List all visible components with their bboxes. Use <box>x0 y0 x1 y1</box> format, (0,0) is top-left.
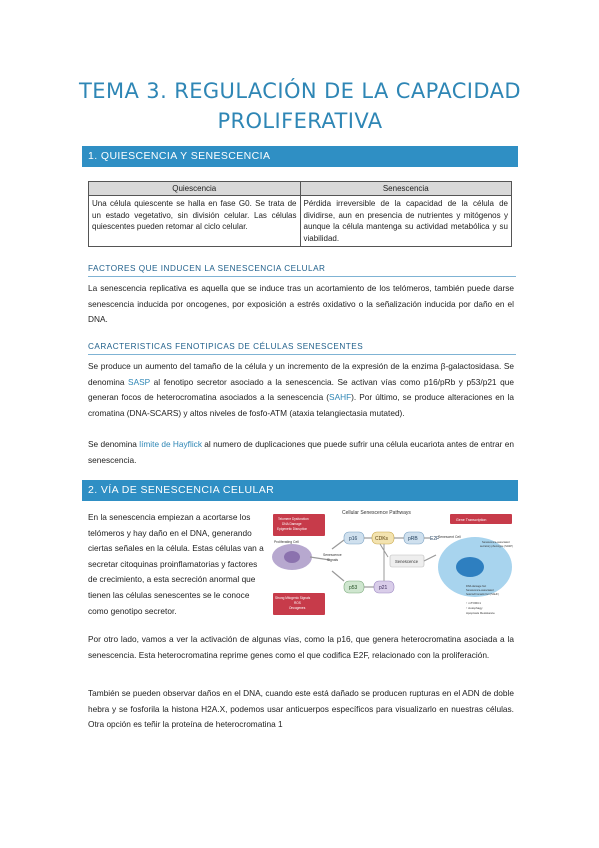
paragraph-hayflick <box>88 437 514 468</box>
gene-transcription-label: Gene Transcription <box>456 518 487 522</box>
text-run: ). Por último, se produce alteraciones en la cromatina (DNA-SCARS) y altos niveles de fosfo-ATM (ataxia telangiectasia mutated). <box>88 392 514 418</box>
comparison-table <box>88 181 512 247</box>
table-header-cell: Quiescencia <box>89 182 301 196</box>
paragraph-senescencia-intro: En la senescencia empiezan a acortarse los telómeros y hay daño en el DNA, generando ciertas señales en la célula. Estas células van a secretar citoquinas proinflamatorias y factores de crecimiento, a esta secreción anormal que tienen las células senescentes se le conoce como genotipo secretor. <box>88 512 264 616</box>
figure-title: Cellular Senescence Pathways <box>342 510 411 516</box>
section-heading-quiescencia: 1. QUIESCENCIA Y SENESCENCIA <box>82 146 518 167</box>
outcomes-label: ↑ mTORC1 ↑ Autophagy Apoptosis Resistance <box>466 601 495 615</box>
stress-box-top-label: Telomere Dysfunction DNA Damage Epigenetic Disruption <box>277 517 309 531</box>
senescence-pathway-figure <box>270 505 516 625</box>
text-run: al numero de duplicaciones que puede sufrir una célula eucariota antes de entrar en senescencia. <box>88 439 514 465</box>
table-header-row <box>89 182 512 196</box>
term-sasp: SASP <box>128 376 151 387</box>
sasp-label: Senescence-associated secretory phenotype (SASP) <box>480 541 513 548</box>
paragraph-caracteristicas <box>88 359 514 421</box>
stress-box-bottom-label: Strong Mitogenic Signals ROS Oncogenes <box>275 596 311 610</box>
term-hayflick: límite de Hayflick <box>139 439 202 449</box>
node-p53-label: p53 <box>349 585 358 591</box>
term-sahf: SAHF <box>329 392 352 402</box>
section-heading-via: 2. VÍA DE SENESCENCIA CELULAR <box>82 480 518 501</box>
table-cell: Una célula quiescente se halla en fase G0. Se trata de un estado vegetativo, sin división celular. Las células quiescentes pueden retomar al ciclo celular. <box>89 196 301 247</box>
page-title: TEMA 3. REGULACIÓN DE LA CAPACIDAD PROLIFERATIVA <box>79 79 521 133</box>
text-run: Se denomina <box>88 439 140 449</box>
text-run: Se produce un aumento del tamaño de la célula y un incremento de la expresión de la enzima β-galactosidasa. Se denomina <box>88 361 514 387</box>
proliferating-cell-label: Proliferating Cell <box>274 540 299 544</box>
senescence-signals-label: Senescence Signals <box>323 553 342 562</box>
node-prb-label: pRB <box>408 536 418 542</box>
node-cdks-label: CDKs <box>375 536 389 542</box>
node-senescence-label: Senescence <box>395 559 419 564</box>
paragraph-factores: La senescencia replicativa es aquella que se induce tras un acortamiento de los telómeros, también puede darse senescencia inducida por oncogenes, por exposición a estrés oxidativo o la señalización inducida por daño en el DNA. <box>88 283 514 324</box>
sahf-label: DNA damage foci Senescence-associated heterochromatin foci (SAHF) <box>466 585 499 596</box>
table-header-cell: Senescencia <box>300 182 512 196</box>
table-row <box>89 196 512 247</box>
cell-nucleus <box>284 551 300 563</box>
paragraph-dna-damage: También se pueden observar daños en el DNA, cuando este está dañado se producen rupturas en el ADN de doble hebra y se fosforila la histona H2A.X, podemos usar anticuerpos específicos para visualizarlo en nuestras células. Otra opción es teñir la proteína de heterocromatina 1 <box>88 688 514 729</box>
node-p16-label: p16 <box>349 536 358 542</box>
subheading-caracteristicas: CARACTERISTICAS FENOTIPICAS DE CÉLULAS SENESCENTES <box>88 342 516 355</box>
text-run: al fenotipo secretor asociado a la senescencia. Se activan vías como p16/pRb y p53/p21 que generan focos de heterocromatina asociados a la senescencia ( <box>88 376 514 402</box>
node-e2f-label: E2F <box>430 536 440 542</box>
senescent-cell-label: Senescent Cell <box>438 535 461 539</box>
paragraph-p16: Por otro lado, vamos a ver la activación de algunas vías, como la p16, que genera heterocromatina asociada a la senescencia. Esta heterocromatina reprime genes como el que codifica E2F, relacionado con la proliferación. <box>88 634 514 660</box>
subheading-factores: FACTORES QUE INDUCEN LA SENESCENCIA CELULAR <box>88 264 516 277</box>
senescent-cell-nucleus <box>456 557 484 577</box>
node-p21-label: p21 <box>379 585 388 591</box>
table-cell: Pérdida irreversible de la capacidad de la célula de dividirse, aun en presencia de nutrientes y mitógenos y aunque la célula mantenga su actividad metabólica y su viabilidad. <box>300 196 512 247</box>
